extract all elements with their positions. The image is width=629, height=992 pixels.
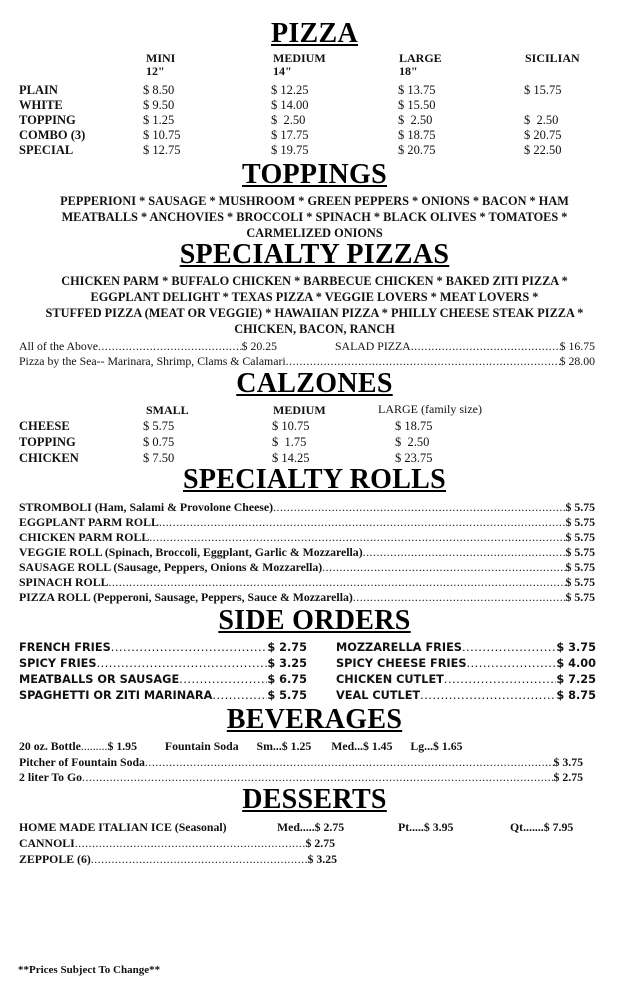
menu-item	[19, 530, 595, 545]
item-price: $ 5.75	[565, 500, 595, 514]
item-price: $ 6.75	[267, 673, 307, 686]
item-label: Fountain Soda	[164, 739, 239, 753]
menu-item	[336, 673, 596, 686]
item-price: $ 3.75	[553, 755, 583, 769]
italian-ice-medium: Med.....$ 2.75	[277, 820, 345, 834]
pizza-heading: PIZZA	[270, 18, 359, 49]
col-size: 18"	[399, 64, 418, 78]
item-price: $ 1.65	[433, 739, 463, 753]
menu-item	[19, 852, 337, 867]
price-cell: $ 2.50	[271, 113, 306, 127]
item-label: STROMBOLI (Ham, Salami & Provolone Cheese)	[19, 500, 274, 514]
item-label: VEAL CUTLET	[336, 689, 421, 702]
pizza-row-label: COMBO (3)	[19, 128, 86, 142]
pizza-col-medium	[273, 52, 326, 78]
price-cell: $ 14.00	[271, 98, 309, 112]
desserts-heading: DESSERTS	[242, 784, 387, 815]
item-price: $ 5.75	[565, 515, 595, 529]
item-price: $ 5.75	[267, 689, 307, 702]
price-cell: $ 0.75	[143, 435, 175, 449]
item-label: Sm...	[256, 739, 282, 753]
menu-item	[19, 575, 595, 590]
specialty-line: CHICKEN, BACON, RANCH	[234, 322, 395, 336]
price-cell: $ 15.75	[524, 83, 562, 97]
item-price: $ 5.75	[565, 560, 595, 574]
item-price: $ 1.45	[362, 739, 393, 753]
pizza-row-label: PLAIN	[19, 83, 58, 97]
italian-ice-label: HOME MADE ITALIAN ICE (Seasonal)	[19, 820, 227, 834]
calzone-row-label: CHEESE	[19, 419, 70, 433]
item-label: EGGPLANT PARM ROLL	[19, 515, 159, 529]
item-label: CHICKEN PARM ROLL	[19, 530, 150, 544]
toppings-line: MEATBALLS * ANCHOVIES * BROCCOLI * SPINACH * BLACK OLIVES * TOMATOES *	[61, 210, 568, 224]
menu-item	[336, 641, 596, 654]
specialty-line: STUFFED PIZZA (MEAT OR VEGGIE) * HAWAIIAN PIZZA * PHILLY CHEESE STEAK PIZZA *	[45, 306, 584, 320]
item-label: MEATBALLS OR SAUSAGE	[19, 673, 180, 686]
price-cell: $ 10.75	[143, 128, 181, 142]
col-name: MINI	[146, 51, 176, 65]
price-cell: $ 1.25	[143, 113, 175, 127]
item-price: $ 1.25	[281, 739, 312, 753]
price-cell: $ 1.75	[272, 435, 307, 449]
item-price: $ 2.75	[305, 836, 335, 850]
price-cell: $ 5.75	[143, 419, 175, 433]
item-label: 2 liter To Go	[19, 770, 83, 784]
pizza-row-label: WHITE	[19, 98, 63, 112]
col-name: LARGE	[399, 51, 442, 65]
item-label: Pizza by the Sea-- Marinara, Shrimp, Clams & Calamari	[19, 354, 286, 368]
menu-item	[19, 590, 595, 605]
menu-item	[19, 836, 335, 851]
price-cell: $ 2.50	[398, 113, 433, 127]
col-size: 12"	[146, 64, 165, 78]
item-label: FRENCH FRIES	[19, 641, 111, 654]
price-cell: $ 8.50	[143, 83, 175, 97]
menu-item	[336, 689, 596, 702]
menu-item	[19, 515, 595, 530]
item-label: SPINACH ROLL	[19, 575, 109, 589]
price-cell: $ 20.75	[398, 143, 436, 157]
item-label: 20 oz. Bottle	[19, 739, 81, 753]
item-label: Pitcher of Fountain Soda	[19, 755, 145, 769]
item-label: All of the Above	[19, 339, 98, 353]
item-price: $ 5.75	[565, 590, 595, 604]
item-price: $ 8.75	[556, 689, 596, 702]
toppings-line: CARMELIZED ONIONS	[246, 226, 383, 240]
menu-item	[19, 673, 307, 686]
calzones-heading: CALZONES	[236, 368, 393, 399]
price-cell: $ 22.50	[524, 143, 562, 157]
item-label: MOZZARELLA FRIES	[336, 641, 462, 654]
price-cell: $ 14.25	[272, 451, 310, 465]
menu-item	[19, 689, 307, 702]
item-label: SALAD PIZZA	[335, 339, 411, 353]
pizza-row-label: TOPPING	[19, 113, 76, 127]
price-cell: $ 10.75	[272, 419, 310, 433]
price-cell: $ 2.50	[524, 113, 559, 127]
item-price: $ 20.25	[241, 339, 277, 353]
col-size: 14"	[273, 64, 292, 78]
price-cell: $ 13.75	[398, 83, 436, 97]
item-label: VEGGIE ROLL (Spinach, Broccoli, Eggplant, Garlic & Mozzarella)	[19, 545, 363, 559]
price-cell: $ 12.75	[143, 143, 181, 157]
item-price: $ 2.75	[553, 770, 583, 784]
item-label: PIZZA ROLL (Pepperoni, Sausage, Peppers, Sauce & Mozzarella)	[19, 590, 353, 604]
calzone-col-medium: MEDIUM	[273, 403, 326, 417]
salad-pizza-item	[335, 339, 595, 354]
item-price: $ 1.95	[107, 739, 137, 753]
pizza-col-mini	[146, 52, 175, 78]
pizza-by-the-sea-item	[19, 354, 595, 369]
price-cell: $ 2.50	[395, 435, 430, 449]
price-cell: $ 9.50	[143, 98, 175, 112]
item-price: $ 3.25	[267, 657, 307, 670]
all-of-the-above-item	[19, 339, 277, 354]
menu-item	[336, 657, 596, 670]
specialty-line: CHICKEN PARM * BUFFALO CHICKEN * BARBECUE CHICKEN * BAKED ZITI PIZZA *	[61, 274, 568, 288]
item-price: $ 7.25	[556, 673, 596, 686]
calzone-row-label: TOPPING	[19, 435, 76, 449]
beverage-line: 20 oz. Bottle.........$ 1.95 Fountain Soda Sm...$ 1.25 Med...$ 1.45 Lg...$ 1.65	[19, 739, 463, 753]
price-cell: $ 7.50	[143, 451, 175, 465]
item-label: SPICY FRIES	[19, 657, 97, 670]
menu-item	[19, 770, 583, 785]
item-price: $ 4.00	[556, 657, 596, 670]
price-cell: $ 23.75	[395, 451, 433, 465]
item-price: $ 5.75	[565, 530, 595, 544]
price-cell: $ 19.75	[271, 143, 309, 157]
price-cell: $ 17.75	[271, 128, 309, 142]
price-cell: $ 18.75	[398, 128, 436, 142]
specialty-rolls-heading: SPECIALTY ROLLS	[182, 464, 447, 495]
italian-ice-pint: Pt.....$ 3.95	[398, 820, 454, 834]
item-label: SAUSAGE ROLL (Sausage, Peppers, Onions & Mozzarella)	[19, 560, 323, 574]
item-label: Med...	[331, 739, 363, 753]
item-label: Lg...	[410, 739, 434, 753]
menu-item	[19, 560, 595, 575]
menu-item	[19, 545, 595, 560]
specialty-pizzas-heading: SPECIALTY PIZZAS	[179, 239, 450, 270]
specialty-line: EGGPLANT DELIGHT * TEXAS PIZZA * VEGGIE LOVERS * MEAT LOVERS *	[90, 290, 539, 304]
item-label: CANNOLI	[19, 836, 75, 850]
side-orders-heading: SIDE ORDERS	[218, 605, 411, 636]
toppings-line: PEPPERIONI * SAUSAGE * MUSHROOM * GREEN PEPPERS * ONIONS * BACON * HAM	[60, 194, 569, 208]
beverages-heading: BEVERAGES	[226, 704, 403, 735]
item-price: $ 2.75	[267, 641, 307, 654]
item-label: CHICKEN CUTLET	[336, 673, 444, 686]
item-label: ZEPPOLE (6)	[19, 852, 91, 866]
calzone-col-small: SMALL	[146, 403, 189, 417]
calzone-row-label: CHICKEN	[19, 451, 79, 465]
menu-item	[19, 641, 307, 654]
price-cell: $ 20.75	[524, 128, 562, 142]
item-price: $ 5.75	[565, 545, 595, 559]
item-label: SPAGHETTI OR ZITI MARINARA	[19, 689, 213, 702]
italian-ice-quart: Qt.......$ 7.95	[510, 820, 574, 834]
col-name: MEDIUM	[273, 51, 326, 65]
item-price: $ 5.75	[565, 575, 595, 589]
item-price: $ 3.25	[307, 852, 337, 866]
col-name: SICILIAN	[525, 51, 580, 65]
pizza-col-sicilian	[525, 52, 580, 65]
menu-item	[19, 755, 583, 770]
price-cell: $ 18.75	[395, 419, 433, 433]
price-cell: $ 15.50	[398, 98, 436, 112]
item-price: $ 3.75	[556, 641, 596, 654]
calzone-col-large: LARGE (family size)	[378, 402, 482, 416]
pizza-col-large	[399, 52, 442, 78]
item-price: $ 16.75	[559, 339, 595, 353]
menu-item	[19, 500, 595, 515]
toppings-heading: TOPPINGS	[241, 159, 388, 190]
pizza-row-label: SPECIAL	[19, 143, 74, 157]
menu-item	[19, 657, 307, 670]
prices-notice: **Prices Subject To Change**	[18, 964, 161, 976]
item-price: $ 28.00	[559, 354, 595, 368]
price-cell: $ 12.25	[271, 83, 309, 97]
item-label: SPICY CHEESE FRIES	[336, 657, 467, 670]
